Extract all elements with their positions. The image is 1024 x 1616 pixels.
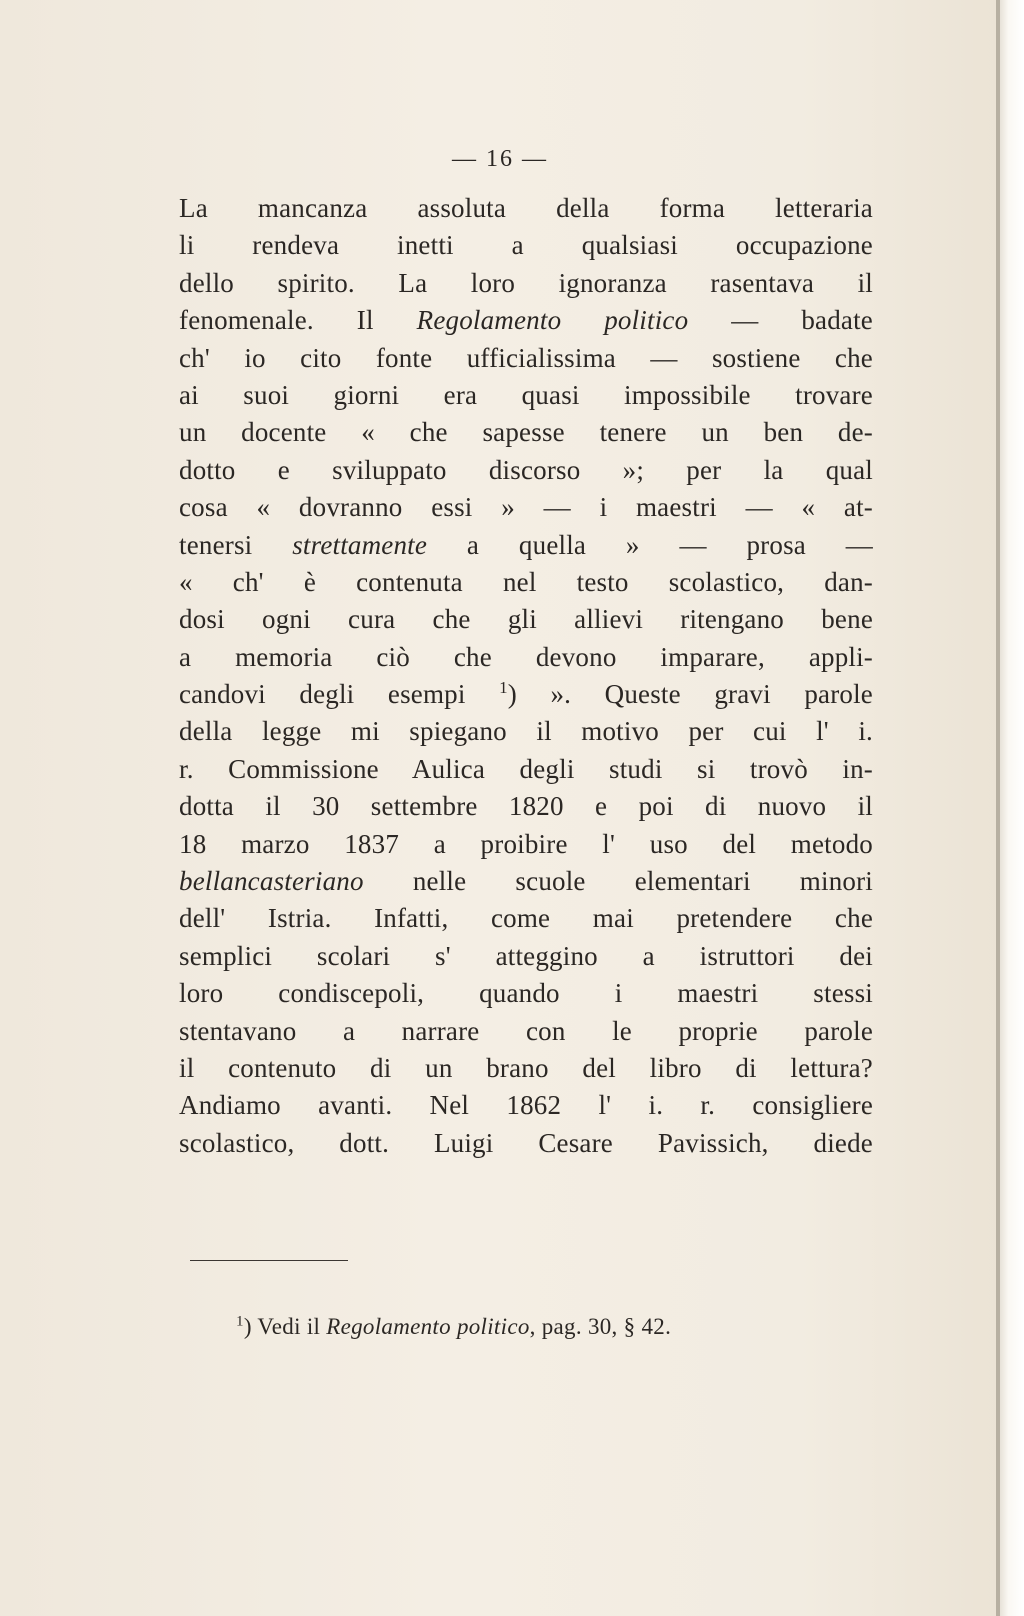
text-segment: r. Commissione Aulica degli studi si trovò in-: [179, 753, 873, 784]
text-segment: dosi ogni cura che gli allievi ritengano bene: [179, 604, 873, 635]
text-line: [179, 340, 873, 377]
text-line: [179, 639, 873, 676]
body-text: [179, 190, 873, 1162]
text-segment: dell' Istria. Infatti, come mai pretendere che: [179, 903, 873, 934]
text-line: [179, 527, 873, 564]
text-segment: tenersi: [179, 529, 293, 560]
text-line: [179, 265, 873, 302]
text-segment: semplici scolari s' atteggino a istruttori dei: [179, 940, 873, 971]
text-segment: « ch' è contenuta nel testo scolastico, dan-: [179, 566, 873, 597]
text-segment: loro condiscepoli, quando i maestri stessi: [179, 978, 873, 1009]
text-segment: un docente « che sapesse tenere un ben de-: [179, 417, 873, 448]
text-line: [179, 975, 873, 1012]
text-line: [179, 1050, 873, 1087]
text-segment: fenomenale. Il: [179, 305, 417, 336]
text-line: [179, 1013, 873, 1050]
text-line: [179, 676, 873, 713]
text-line: [179, 227, 873, 264]
text-segment: candovi degli esempi: [179, 679, 500, 710]
italic-segment: Regolamento politico: [416, 305, 689, 336]
text-segment: a memoria ciò che devono imparare, appli-: [179, 641, 873, 672]
text-segment: della legge mi spiegano il motivo per cui l' i.: [179, 716, 873, 747]
text-segment: nelle scuole elementari minori: [363, 866, 873, 897]
text-line: [179, 452, 873, 489]
text-segment: ai suoi giorni era quasi impossibile trovare: [179, 379, 873, 410]
footnote-reference: 1: [499, 678, 508, 698]
text-line: [179, 1125, 873, 1162]
text-line: [179, 713, 873, 750]
text-segment: stentavano a narrare con le proprie parole: [179, 1015, 873, 1046]
text-segment: La mancanza assoluta della forma letteraria: [179, 193, 873, 223]
italic-segment: bellancasteriano: [179, 866, 364, 897]
footnote-marker: 1: [236, 1313, 244, 1330]
page-right-edge: [1000, 0, 1024, 1616]
page-number: — 16 —: [452, 146, 548, 172]
text-line: [179, 377, 873, 414]
text-segment: — badate: [688, 305, 873, 336]
italic-segment: strettamente: [292, 529, 428, 560]
text-segment: ) ». Queste gravi parole: [507, 679, 873, 710]
text-line: [179, 900, 873, 937]
footnote-citation: , pag. 30, § 42.: [529, 1314, 672, 1339]
text-line: [179, 564, 873, 601]
text-line: [179, 601, 873, 638]
footnote-italic-title: Regolamento politico: [326, 1314, 530, 1339]
text-segment: dello spirito. La loro ignoranza rasentava il: [179, 267, 873, 298]
text-line: [179, 489, 873, 526]
text-line: [179, 938, 873, 975]
footnote-text: ) Vedi il: [243, 1314, 327, 1339]
text-line: [179, 751, 873, 788]
text-segment: dotta il 30 settembre 1820 e poi di nuovo il: [179, 791, 873, 822]
text-line: [179, 788, 873, 825]
text-segment: dotto e sviluppato discorso »; per la qual: [179, 454, 873, 485]
text-segment: il contenuto di un brano del libro di lettura?: [179, 1052, 873, 1083]
text-segment: cosa « dovranno essi » — i maestri — « at-: [179, 492, 873, 523]
text-segment: 18 marzo 1837 a proibire l' uso del metodo: [179, 828, 873, 859]
text-line: [179, 1087, 873, 1124]
text-segment: scolastico, dott. Luigi Cesare Pavissich, diede: [179, 1127, 873, 1158]
text-segment: ch' io cito fonte ufficialissima — sostiene che: [179, 342, 873, 373]
text-line: [179, 863, 873, 900]
text-line: [179, 826, 873, 863]
text-line: [179, 190, 873, 227]
text-line: [179, 414, 873, 451]
footnote-rule: [190, 1260, 348, 1261]
footnote: [236, 1314, 671, 1340]
text-segment: a quella » — prosa —: [427, 529, 873, 560]
text-segment: li rendeva inetti a qualsiasi occupazione: [179, 230, 873, 261]
text-segment: Andiamo avanti. Nel 1862 l' i. r. consigliere: [179, 1090, 873, 1121]
text-line: [179, 302, 873, 339]
